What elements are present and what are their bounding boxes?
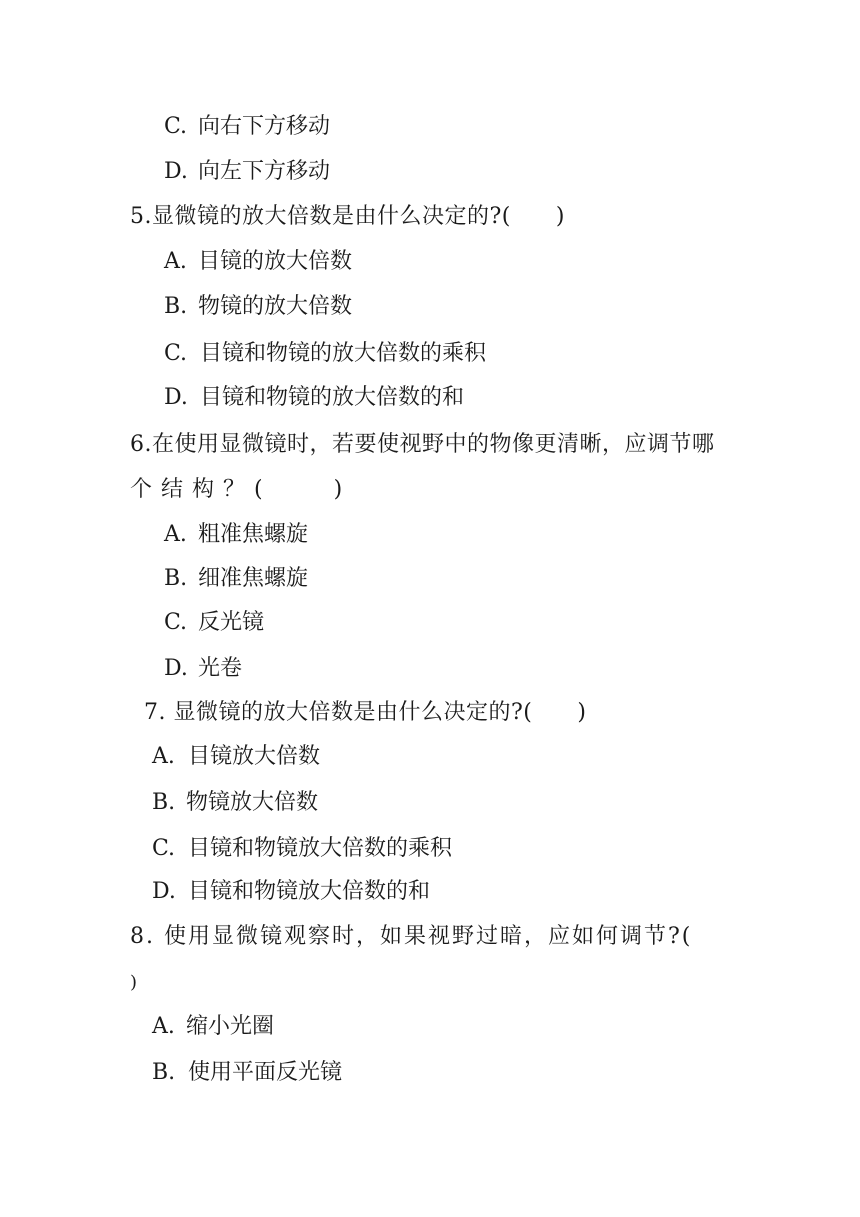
- option-label: B.: [152, 790, 176, 815]
- option-label: D.: [164, 159, 188, 184]
- q6-option-d: [164, 654, 242, 684]
- option-text: 向右下方移动: [198, 114, 331, 139]
- q5-option-b: [164, 292, 352, 322]
- q4-option-d: [164, 157, 330, 187]
- option-label: D.: [164, 385, 188, 410]
- option-label: B.: [152, 1060, 176, 1085]
- option-text: 粗准焦螺旋: [198, 522, 309, 547]
- option-text: 细准焦螺旋: [198, 566, 309, 591]
- option-text: 目镜和物镜放大倍数的乘积: [188, 836, 453, 861]
- q5-option-d: [164, 383, 464, 413]
- q7-option-a: [152, 742, 320, 772]
- q6-option-c: [164, 608, 264, 638]
- option-text: 目镜放大倍数: [188, 744, 321, 769]
- q5-option-c: [164, 339, 486, 369]
- option-label: D.: [164, 656, 188, 681]
- option-label: C.: [152, 836, 176, 861]
- q7-option-d: [152, 877, 430, 907]
- q8-option-a: [152, 1012, 274, 1042]
- option-label: A.: [164, 249, 187, 274]
- option-label: A.: [152, 1014, 175, 1039]
- option-label: A.: [164, 522, 187, 547]
- q6-stem-line1: 6.在使用显微镜时，若要使视野中的物像更清晰，应调节哪: [130, 432, 715, 457]
- option-text: 缩小光圈: [186, 1014, 275, 1039]
- q7-option-c: [152, 834, 452, 864]
- q6-stem-line2: 个结构？( ): [130, 477, 352, 502]
- option-label: C.: [164, 341, 188, 366]
- q6-option-a: [164, 520, 308, 550]
- option-text: 目镜和物镜的放大倍数的和: [200, 385, 465, 410]
- option-text: 目镜和物镜放大倍数的和: [188, 879, 431, 904]
- q6-option-b: [164, 564, 308, 594]
- q8-stem-line2: ): [130, 972, 138, 993]
- option-text: 目镜的放大倍数: [198, 249, 353, 274]
- option-text: 目镜和物镜的放大倍数的乘积: [200, 341, 487, 366]
- option-label: C.: [164, 610, 188, 635]
- q7-option-b: [152, 788, 318, 818]
- option-text: 物镜的放大倍数: [198, 294, 353, 319]
- option-label: A.: [152, 744, 175, 769]
- q8-stem-line1: 8. 使用显微镜观察时，如果视野过暗，应如何调节?(: [130, 924, 693, 949]
- option-text: 反光镜: [198, 610, 265, 635]
- option-label: B.: [164, 294, 188, 319]
- option-text: 物镜放大倍数: [186, 790, 319, 815]
- q8-option-b: [152, 1058, 342, 1088]
- option-label: D.: [152, 879, 176, 904]
- option-text: 向左下方移动: [198, 159, 331, 184]
- option-label: C.: [164, 114, 188, 139]
- q5-stem: 5.显微镜的放大倍数是由什么决定的?( ): [130, 204, 565, 229]
- option-text: 光卷: [198, 656, 243, 681]
- q7-stem: 7. 显微镜的放大倍数是由什么决定的?( ): [144, 700, 587, 725]
- option-label: B.: [164, 566, 188, 591]
- option-text: 使用平面反光镜: [188, 1060, 343, 1085]
- q5-option-a: [164, 247, 352, 277]
- q4-option-c: [164, 112, 330, 142]
